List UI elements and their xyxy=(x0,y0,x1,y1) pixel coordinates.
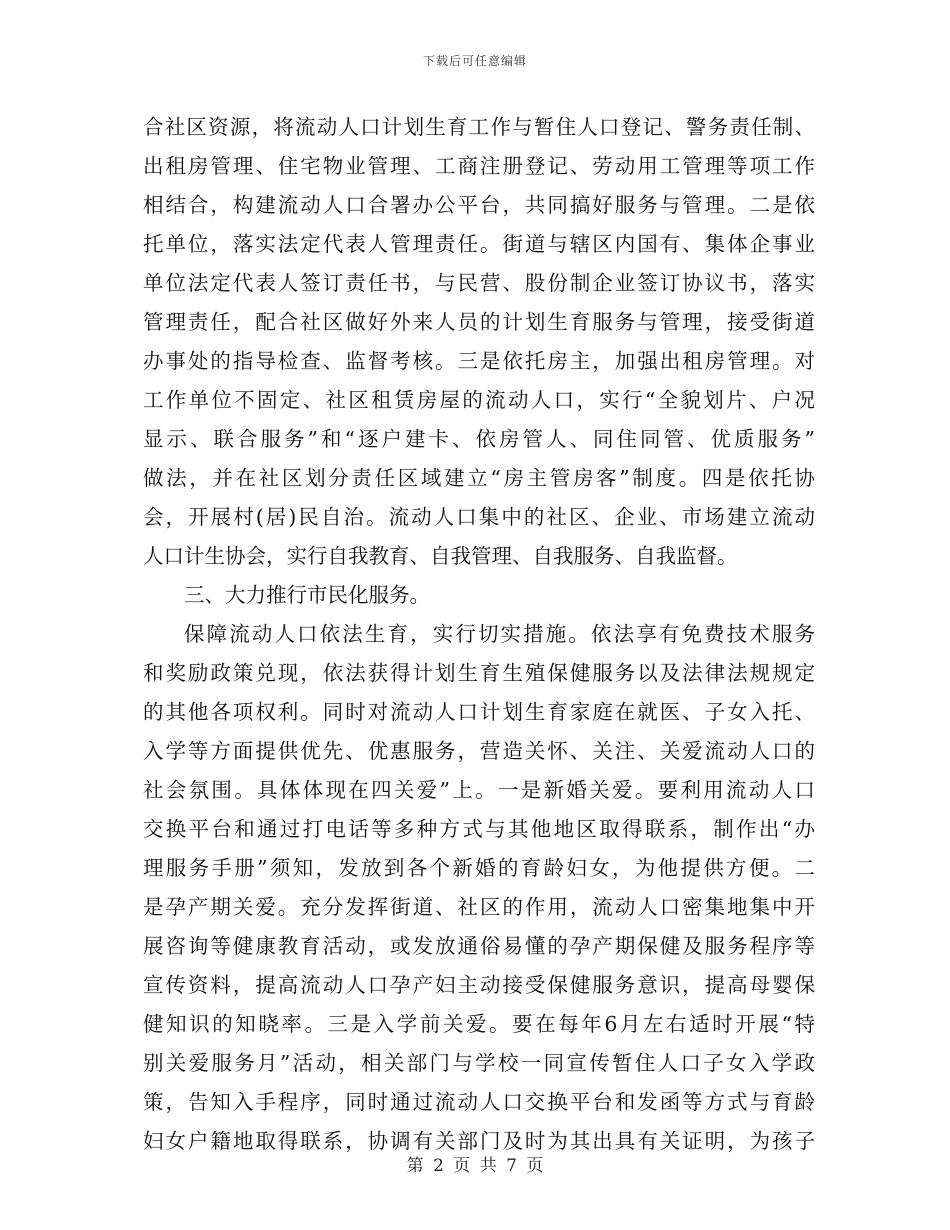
text-line: 人口计生协会，实行自我教育、自我管理、自我服务、自我监督。 xyxy=(143,544,738,568)
text-line: 做法，并在社区划分责任区域建立“房主管房客”制度。四是依托协 xyxy=(143,466,815,490)
text-line: 出租房管理、住宅物业管理、工商注册登记、劳动用工管理等项工作 xyxy=(143,154,815,178)
text-line: 的其他各项权利。同时对流动人口计划生育家庭在就医、子女入托、 xyxy=(143,700,815,724)
page-number-footer: 第 2 页 共 7 页 xyxy=(406,1156,544,1176)
text-line: 策，告知入手程序，同时通过流动人口交换平台和发函等方式与育龄 xyxy=(143,1090,815,1114)
text-line: 相结合，构建流动人口合署办公平台，共同搞好服务与管理。二是依 xyxy=(143,193,815,217)
text-line: 保障流动人口依法生育，实行切实措施。依法享有免费技术服务 xyxy=(184,622,815,646)
text-line: 和奖励政策兑现，依法获得计划生育生殖保健服务以及法律法规规定 xyxy=(143,661,815,685)
text-line: 理服务手册”须知，发放到各个新婚的育龄妇女，为他提供方便。二 xyxy=(143,856,815,880)
text-line: 托单位，落实法定代表人管理责任。街道与辖区内国有、集体企事业 xyxy=(143,232,815,256)
text-line: 展咨询等健康教育活动，或发放通俗易懂的孕产期保健及服务程序等 xyxy=(143,934,815,958)
text-line: 健知识的知晓率。三是入学前关爱。要在每年6月左右适时开展“特 xyxy=(143,1012,815,1036)
text-line: 社会氛围。具体体现在四关爱”上。一是新婚关爱。要利用流动人口 xyxy=(143,778,815,802)
text-line: 显示、联合服务”和“逐户建卡、依房管人、同住同管、优质服务” xyxy=(143,427,815,451)
text-line: 单位法定代表人签订责任书，与民营、股份制企业签订协议书，落实 xyxy=(143,271,815,295)
text-line: 工作单位不固定、社区租赁房屋的流动人口，实行“全貌划片、户况 xyxy=(143,388,815,412)
text-line: 管理责任，配合社区做好外来人员的计划生育服务与管理，接受街道 xyxy=(143,310,815,334)
text-line: 交换平台和通过打电话等多种方式与其他地区取得联系，制作出“办 xyxy=(143,817,815,841)
text-line: 合社区资源，将流动人口计划生育工作与暂住人口登记、警务责任制、 xyxy=(143,115,815,139)
text-line: 是孕产期关爱。充分发挥街道、社区的作用，流动人口密集地集中开 xyxy=(143,895,815,919)
text-line: 宣传资料，提高流动人口孕产妇主动接受保健服务意识，提高母婴保 xyxy=(143,973,815,997)
text-line: 会，开展村(居)民自治。流动人口集中的社区、企业、市场建立流动 xyxy=(143,505,815,529)
document-body xyxy=(143,108,815,1161)
text-line: 办事处的指导检查、监督考核。三是依托房主，加强出租房管理。对 xyxy=(143,349,815,373)
section-heading: 三、大力推行市民化服务。 xyxy=(184,583,430,607)
text-line: 妇女户籍地取得联系，协调有关部门及时为其出具有关证明，为孩子 xyxy=(143,1129,815,1153)
page-header: 下载后可任意编辑 xyxy=(422,54,527,68)
text-line: 入学等方面提供优先、优惠服务，营造关怀、关注、关爱流动人口的 xyxy=(143,739,815,763)
text-line: 别关爱服务月”活动，相关部门与学校一同宣传暂住人口子女入学政 xyxy=(143,1051,815,1075)
